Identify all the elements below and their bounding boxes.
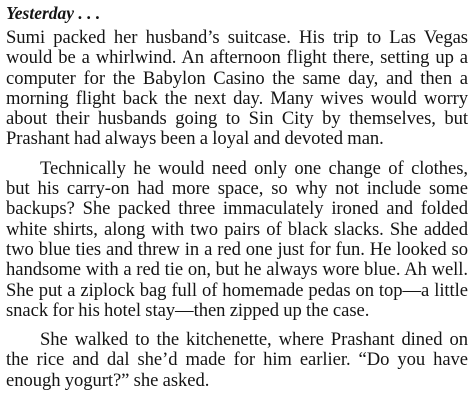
book-page (6, 0, 468, 412)
paragraph-1: Sumi packed her husband’s suitcase. His trip to Las Vegas would be a whirlwind. An afternoon flight there, setting up a computer for the Babylon Casino the same day, and then a morning flight back the next day. Many wives would worry about their husbands going to Sin City by themselves, but Prashant had always been a loyal and devoted man. (6, 27, 468, 150)
section-heading: Yesterday . . . (6, 3, 101, 23)
paragraph-3: She walked to the kitchenette, where Prashant dined on the rice and dal she’d made for him earlier. “Do you have enough yogurt?” she asked. (6, 329, 468, 391)
paragraph-2: Technically he would need only one change of clothes, but his carry-on had more space, so why not include some backups? She packed three immaculately ironed and folded white shirts, along with two pairs of black slacks. She added two blue ties and threw in a red one just for fun. He looked so handsome with a red tie on, but he always wore blue. Ah well. She put a ziplock bag full of homemade pedas on top—a little snack for his hotel stay—then zipped up the case. (6, 157, 468, 321)
